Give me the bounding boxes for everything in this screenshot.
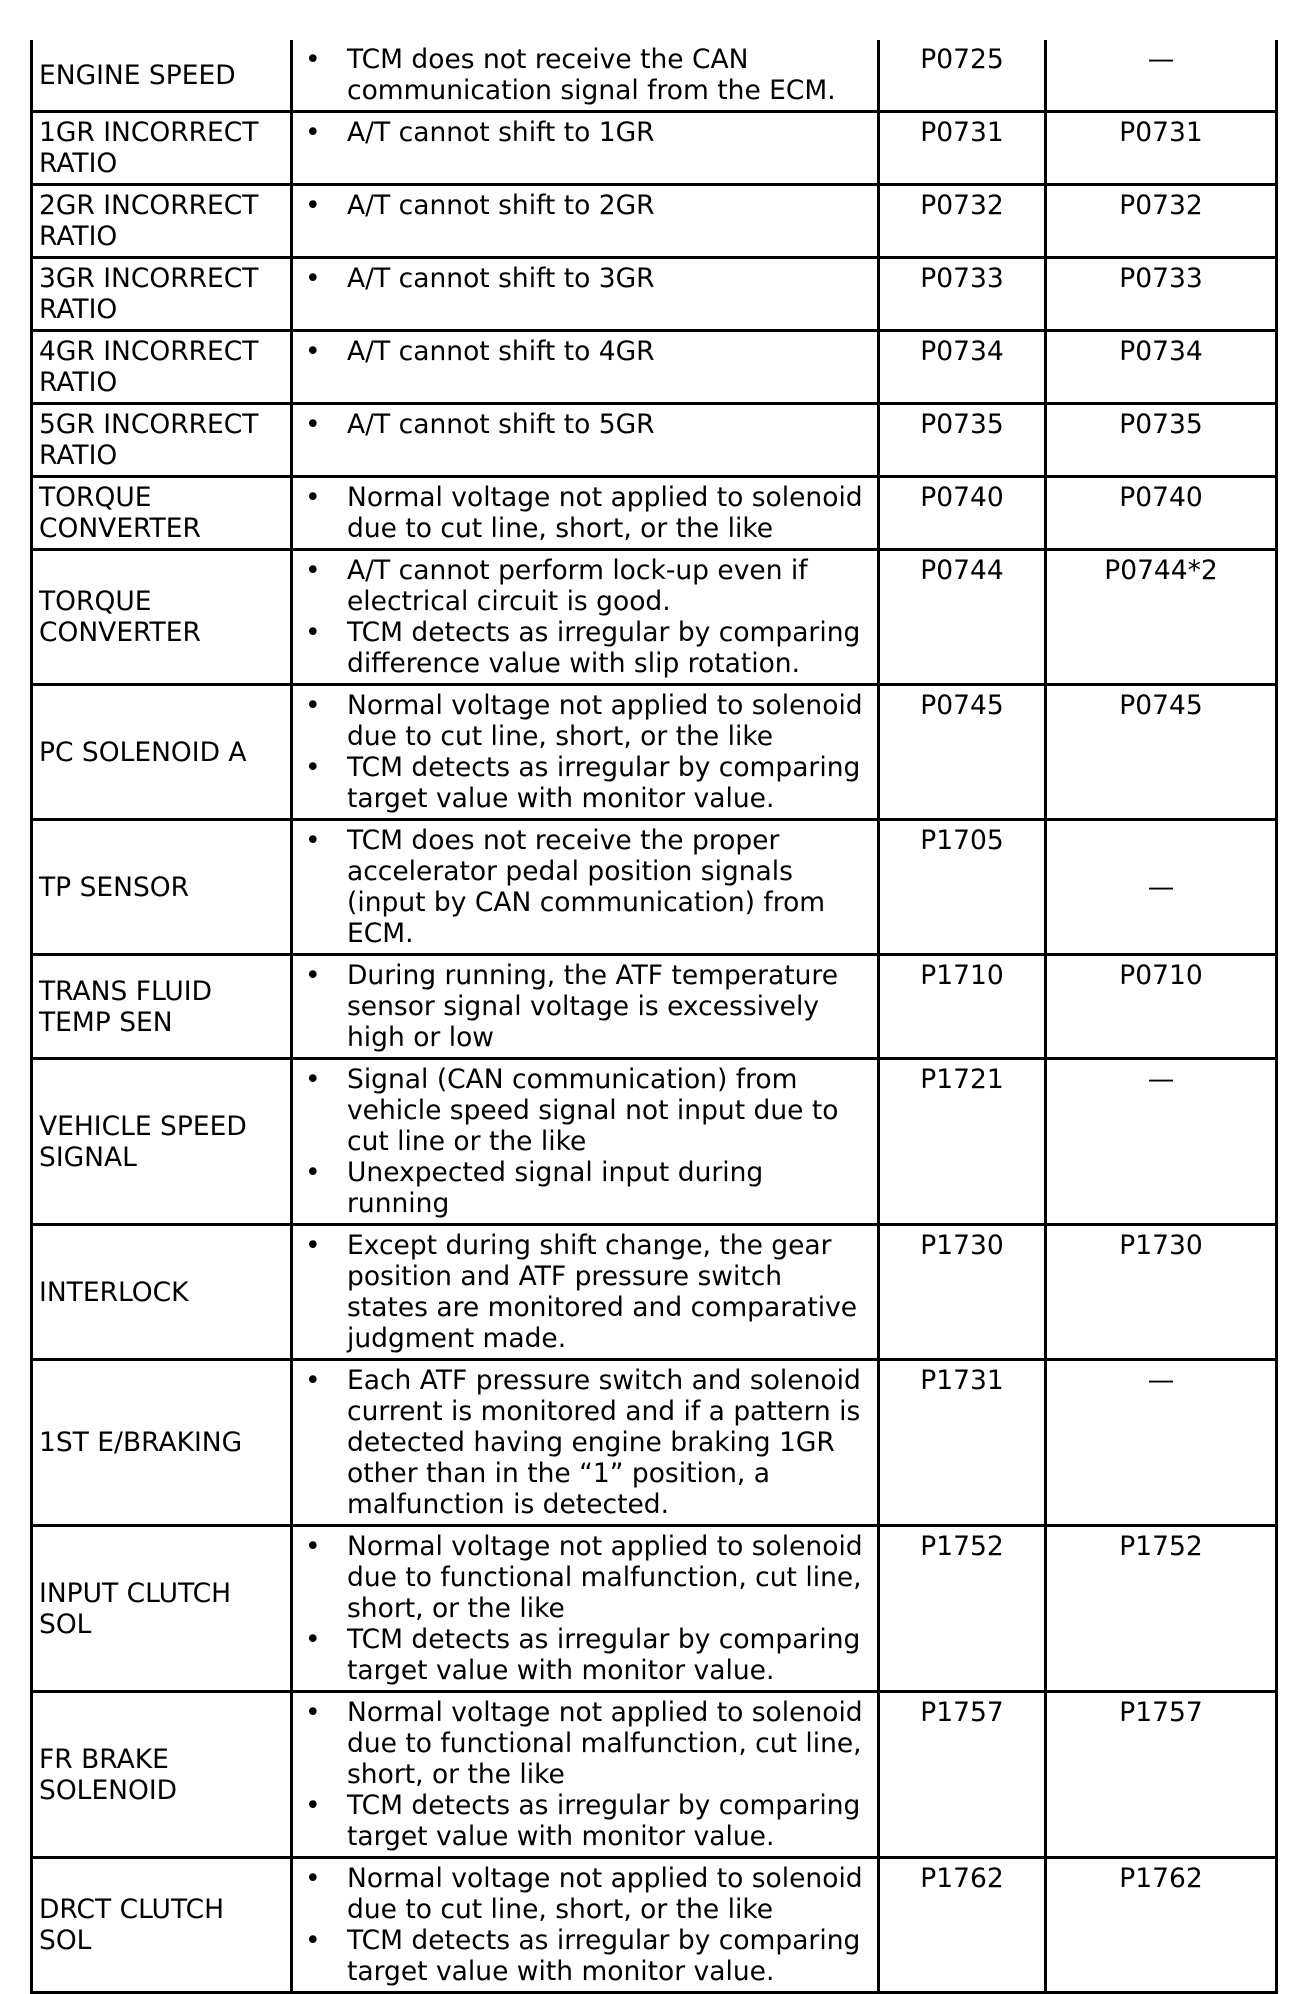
bullet-icon: • (305, 690, 321, 721)
condition-text: TCM detects as irregular by comparing target value with monitor value. (347, 752, 861, 814)
dtc-detection-condition (292, 550, 879, 685)
condition-bullet (299, 752, 871, 814)
dtc-code: P1721 (879, 1059, 1046, 1225)
condition-bullet (299, 1064, 871, 1157)
dtc-item-name: TRANS FLUID TEMP SEN (32, 955, 292, 1059)
condition-bullet (299, 117, 871, 148)
condition-text: A/T cannot perform lock-up even if electrical circuit is good. (347, 555, 808, 617)
condition-text: Normal voltage not applied to solenoid due to cut line, short, or the like (347, 482, 863, 544)
condition-bullet (299, 1863, 871, 1925)
table-row (32, 1692, 1277, 1858)
obd-code: P1752 (1046, 1526, 1277, 1692)
condition-text: TCM does not receive the proper accelerator pedal position signals (input by CAN communication) from ECM. (347, 825, 826, 949)
bullet-icon: • (305, 1531, 321, 1562)
obd-code: P1757 (1046, 1692, 1277, 1858)
bullet-icon: • (305, 1790, 321, 1821)
bullet-icon: • (305, 336, 321, 367)
table-row (32, 1858, 1277, 1993)
obd-code: P0740 (1046, 477, 1277, 550)
condition-text: TCM does not receive the CAN communication signal from the ECM. (347, 44, 836, 106)
dtc-code: P1730 (879, 1225, 1046, 1360)
obd-code: — (1046, 820, 1277, 955)
obd-code: — (1046, 1059, 1277, 1225)
bullet-icon: • (305, 1230, 321, 1261)
dtc-table-body (32, 40, 1277, 1993)
condition-text: A/T cannot shift to 5GR (347, 409, 655, 440)
dtc-detection-condition (292, 185, 879, 258)
dtc-item-name: FR BRAKE SOLENOID (32, 1692, 292, 1858)
condition-bullet (299, 44, 871, 106)
condition-text: Unexpected signal input during running (347, 1157, 764, 1219)
table-row (32, 112, 1277, 185)
table-row (32, 185, 1277, 258)
condition-bullet (299, 1790, 871, 1852)
dtc-code: P1757 (879, 1692, 1046, 1858)
bullet-icon: • (305, 1157, 321, 1188)
dtc-detection-condition (292, 404, 879, 477)
table-row (32, 550, 1277, 685)
document-page (30, 40, 1275, 1994)
dtc-code: P1752 (879, 1526, 1046, 1692)
bullet-icon: • (305, 1064, 321, 1095)
dtc-detection-condition (292, 1360, 879, 1526)
condition-text: Signal (CAN communication) from vehicle speed signal not input due to cut line or the like (347, 1064, 839, 1157)
dtc-item-name: TP SENSOR (32, 820, 292, 955)
dtc-item-name: DRCT CLUTCH SOL (32, 1858, 292, 1993)
dtc-detection-condition (292, 685, 879, 820)
condition-text: Normal voltage not applied to solenoid due to functional malfunction, cut line, short, or the like (347, 1531, 863, 1624)
condition-text: A/T cannot shift to 4GR (347, 336, 655, 367)
table-row (32, 1526, 1277, 1692)
bullet-icon: • (305, 555, 321, 586)
table-row (32, 1360, 1277, 1526)
obd-code: P1762 (1046, 1858, 1277, 1993)
condition-bullet (299, 336, 871, 367)
bullet-icon: • (305, 1925, 321, 1956)
bullet-icon: • (305, 752, 321, 783)
dtc-item-name: 5GR INCORRECT RATIO (32, 404, 292, 477)
dtc-code: P0725 (879, 40, 1046, 112)
table-row (32, 1059, 1277, 1225)
condition-text: TCM detects as irregular by comparing difference value with slip rotation. (347, 617, 861, 679)
dtc-item-name: VEHICLE SPEED SIGNAL (32, 1059, 292, 1225)
dtc-code: P1705 (879, 820, 1046, 955)
table-row (32, 477, 1277, 550)
obd-code: — (1046, 1360, 1277, 1526)
dtc-detection-condition (292, 1526, 879, 1692)
dtc-code: P1710 (879, 955, 1046, 1059)
dtc-detection-condition (292, 331, 879, 404)
bullet-icon: • (305, 409, 321, 440)
condition-text: Normal voltage not applied to solenoid due to functional malfunction, cut line, short, or the like (347, 1697, 863, 1790)
table-row (32, 685, 1277, 820)
condition-bullet (299, 409, 871, 440)
dtc-item-name: 3GR INCORRECT RATIO (32, 258, 292, 331)
condition-bullet (299, 617, 871, 679)
dtc-detection-condition (292, 1858, 879, 1993)
condition-bullet (299, 555, 871, 617)
dtc-detection-condition (292, 820, 879, 955)
bullet-icon: • (305, 482, 321, 513)
dtc-detection-condition (292, 1692, 879, 1858)
condition-text: During running, the ATF temperature sensor signal voltage is excessively high or low (347, 960, 839, 1053)
condition-text: Normal voltage not applied to solenoid due to cut line, short, or the like (347, 1863, 863, 1925)
dtc-code: P0731 (879, 112, 1046, 185)
obd-code: — (1046, 40, 1277, 112)
table-row (32, 258, 1277, 331)
dtc-item-name: 1ST E/BRAKING (32, 1360, 292, 1526)
condition-bullet (299, 960, 871, 1053)
obd-code: P0733 (1046, 258, 1277, 331)
bullet-icon: • (305, 44, 321, 75)
condition-bullet (299, 263, 871, 294)
condition-text: A/T cannot shift to 2GR (347, 190, 655, 221)
condition-bullet (299, 1624, 871, 1686)
obd-code: P0734 (1046, 331, 1277, 404)
condition-text: TCM detects as irregular by comparing target value with monitor value. (347, 1925, 861, 1987)
condition-bullet (299, 1365, 871, 1520)
obd-code: P0744*2 (1046, 550, 1277, 685)
bullet-icon: • (305, 1863, 321, 1894)
dtc-code: P0735 (879, 404, 1046, 477)
dtc-table (30, 40, 1278, 1994)
table-row (32, 955, 1277, 1059)
dtc-item-name: ENGINE SPEED (32, 40, 292, 112)
condition-text: A/T cannot shift to 1GR (347, 117, 655, 148)
obd-code: P0745 (1046, 685, 1277, 820)
dtc-detection-condition (292, 40, 879, 112)
condition-bullet (299, 1925, 871, 1987)
condition-bullet (299, 1531, 871, 1624)
dtc-item-name: 4GR INCORRECT RATIO (32, 331, 292, 404)
condition-bullet (299, 825, 871, 949)
table-row (32, 331, 1277, 404)
obd-code: P0735 (1046, 404, 1277, 477)
obd-code: P0731 (1046, 112, 1277, 185)
condition-text: TCM detects as irregular by comparing target value with monitor value. (347, 1790, 861, 1852)
bullet-icon: • (305, 1624, 321, 1655)
obd-code: P0732 (1046, 185, 1277, 258)
dtc-detection-condition (292, 1059, 879, 1225)
dtc-item-name: PC SOLENOID A (32, 685, 292, 820)
condition-text: Normal voltage not applied to solenoid due to cut line, short, or the like (347, 690, 863, 752)
bullet-icon: • (305, 117, 321, 148)
dtc-code: P0734 (879, 331, 1046, 404)
condition-text: A/T cannot shift to 3GR (347, 263, 655, 294)
bullet-icon: • (305, 617, 321, 648)
table-row (32, 404, 1277, 477)
dtc-item-name: TORQUE CONVERTER (32, 477, 292, 550)
condition-bullet (299, 482, 871, 544)
condition-text: Each ATF pressure switch and solenoid current is monitored and if a pattern is detected having engine braking 1GR other than in the “1” position, a malfunction is detected. (347, 1365, 861, 1520)
bullet-icon: • (305, 1365, 321, 1396)
dtc-detection-condition (292, 955, 879, 1059)
dtc-code: P0740 (879, 477, 1046, 550)
dtc-detection-condition (292, 1225, 879, 1360)
table-row (32, 40, 1277, 112)
dtc-item-name: INTERLOCK (32, 1225, 292, 1360)
dtc-code: P0733 (879, 258, 1046, 331)
bullet-icon: • (305, 190, 321, 221)
dtc-code: P1731 (879, 1360, 1046, 1526)
condition-bullet (299, 1230, 871, 1354)
dtc-detection-condition (292, 258, 879, 331)
bullet-icon: • (305, 825, 321, 856)
bullet-icon: • (305, 1697, 321, 1728)
condition-bullet (299, 190, 871, 221)
dtc-item-name: 2GR INCORRECT RATIO (32, 185, 292, 258)
condition-bullet (299, 1697, 871, 1790)
condition-bullet (299, 1157, 871, 1219)
dtc-detection-condition (292, 112, 879, 185)
obd-code: P0710 (1046, 955, 1277, 1059)
dtc-code: P1762 (879, 1858, 1046, 1993)
table-row (32, 1225, 1277, 1360)
dtc-code: P0744 (879, 550, 1046, 685)
dtc-code: P0745 (879, 685, 1046, 820)
dtc-code: P0732 (879, 185, 1046, 258)
dtc-item-name: TORQUE CONVERTER (32, 550, 292, 685)
condition-bullet (299, 690, 871, 752)
table-row (32, 820, 1277, 955)
bullet-icon: • (305, 263, 321, 294)
dtc-detection-condition (292, 477, 879, 550)
obd-code: P1730 (1046, 1225, 1277, 1360)
dtc-item-name: INPUT CLUTCH SOL (32, 1526, 292, 1692)
bullet-icon: • (305, 960, 321, 991)
dtc-item-name: 1GR INCORRECT RATIO (32, 112, 292, 185)
condition-text: TCM detects as irregular by comparing target value with monitor value. (347, 1624, 861, 1686)
condition-text: Except during shift change, the gear position and ATF pressure switch states are monitored and comparative judgment made. (347, 1230, 858, 1354)
